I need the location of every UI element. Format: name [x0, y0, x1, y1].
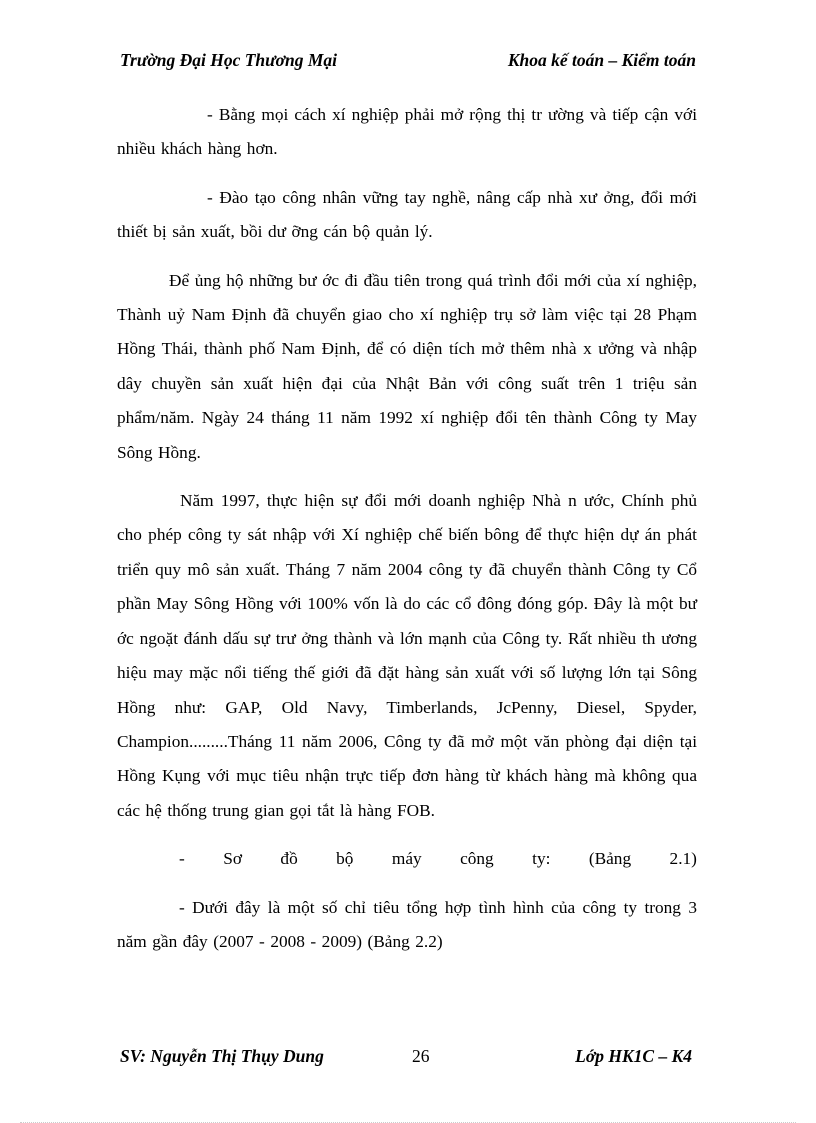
diagram-ref-word: đồ	[280, 849, 298, 869]
student-name: SV: Nguyễn Thị Thụy Dung	[120, 1046, 324, 1066]
diagram-ref-word: máy	[391, 849, 422, 869]
diagram-ref-word: bộ	[336, 849, 354, 869]
diagram-ref-word: ty:	[532, 849, 551, 869]
paragraph-worker-training: - Đào tạo công nhân vững tay nghề, nâng cấp nhà xư ởng, đổi mới thiết bị sản xuất, bồi dư ỡng cán bộ quản lý.	[117, 187, 697, 242]
page-number: 26	[412, 1046, 430, 1066]
diagram-ref-word: (Bảng	[588, 849, 632, 869]
diagram-ref-word: Sơ	[223, 849, 242, 869]
document-body	[117, 98, 697, 959]
paragraph-restructuring: Năm 1997, thực hiện sự đổi mới doanh nghiệp Nhà n ước, Chính phủ cho phép công ty sát nhập với Xí nghiệp chế biến bông để thực hiện dự án phát triển quy mô sản xuất. Tháng 7 năm 2004 công ty đã chuyển thành Công ty Cổ phần May Sông Hồng với 100% vốn là do các cổ đông đóng góp. Đây là một bư ớc ngoặt đánh dấu sự trư ởng thành và lớn mạnh của Công ty. Rất nhiều th ương hiệu may mặc nổi tiếng thế giới đã đặt hàng sản xuất với số lượng lớn tại Sông Hồng như: GAP, Old Navy, Timberlands, JcPenny, Diesel, Spyder, Champion.........Tháng 11 năm 2006, Công ty đã mở một văn phòng đại diện tại Hồng Kụng với mục tiêu nhận trực tiếp đơn hàng từ khách hàng mà không qua các hệ thống trung gian gọi tắt là hàng FOB.	[117, 491, 697, 820]
diagram-ref-word: 2.1)	[669, 849, 697, 869]
faculty-name: Khoa kế toán – Kiểm toán	[507, 50, 696, 70]
diagram-ref-word: -	[179, 849, 185, 869]
paragraph-indicators: - Dưới đây là một số chỉ tiêu tổng hợp tình hình của công ty trong 3 năm gần đây (2007 - 2008 - 2009) (Bảng 2.2)	[117, 897, 697, 951]
paragraph-market-expansion: - Bằng mọi cách xí nghiệp phải mở rộng thị tr ường và tiếp cận với nhiều khách hàng hơn.	[117, 105, 697, 159]
diagram-reference	[117, 842, 697, 876]
paragraph-company-history: Để ủng hộ những bư ớc đi đầu tiên trong quá trình đổi mới của xí nghiệp, Thành uỷ Nam Định đã chuyển giao cho xí nghiệp trụ sở làm việc tại 28 Phạm Hồng Thái, thành phố Nam Định, để có diện tích mở thêm nhà x ưởng và nhập dây chuyền sản xuất hiện đại của Nhật Bản với công suất trên 1 triệu sản phẩm/năm. Ngày 24 tháng 11 năm 1992 xí nghiệp đổi tên thành Công ty May Sông Hồng.	[117, 270, 697, 462]
page-header	[120, 50, 696, 80]
page-footer	[120, 1046, 696, 1076]
diagram-ref-word: công	[460, 849, 494, 869]
class-name: Lớp HK1C – K4	[575, 1046, 692, 1066]
school-name: Trường Đại Học Thương Mại	[120, 50, 338, 70]
